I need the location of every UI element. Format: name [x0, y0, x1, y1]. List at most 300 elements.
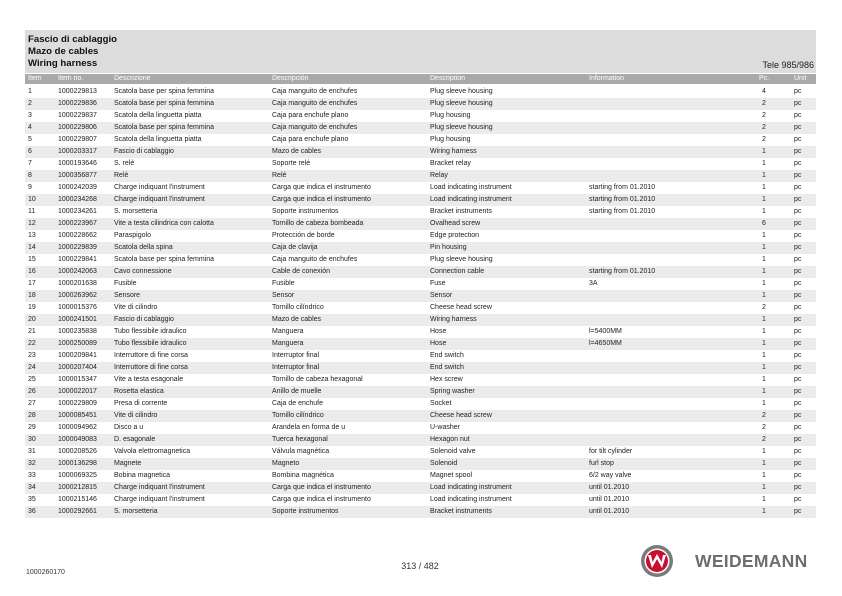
cell-description-it: Valvola elettromagnetica — [114, 448, 191, 455]
cell-pc: 1 — [762, 160, 766, 167]
cell-description-es: Tornillo cilíndrico — [272, 412, 324, 419]
cell-item-no: 1000215146 — [58, 496, 97, 503]
cell-description-es: Manguera — [272, 328, 304, 335]
cell-description-es: Caja de clavija — [272, 244, 318, 251]
cell-information: until 01.2010 — [589, 496, 630, 503]
cell-item: 24 — [28, 364, 36, 371]
cell-description-es: Caja para enchufe plano — [272, 136, 349, 143]
cell-item: 15 — [28, 256, 36, 263]
table-row — [25, 182, 816, 194]
cell-description-es: Válvula magnética — [272, 448, 330, 455]
cell-item-no: 1000292661 — [58, 508, 97, 515]
title-spanish: Mazo de cables — [28, 46, 99, 57]
cell-item-no: 1000208526 — [58, 448, 97, 455]
cell-item: 33 — [28, 472, 36, 479]
table-row — [25, 506, 816, 518]
cell-pc: 2 — [762, 436, 766, 443]
cell-unit: pc — [794, 196, 802, 203]
cell-unit: pc — [794, 208, 802, 215]
cell-unit: pc — [794, 424, 802, 431]
cell-unit: pc — [794, 508, 802, 515]
cell-item: 12 — [28, 220, 36, 227]
table-row — [25, 110, 816, 122]
cell-item-no: 1000193646 — [58, 160, 97, 167]
cell-description-it: Vite a testa esagonale — [114, 376, 184, 383]
cell-pc: 1 — [762, 244, 766, 251]
cell-description-it: Tubo flessibile idraulico — [114, 340, 187, 347]
cell-item-no: 1000229813 — [58, 88, 97, 95]
column-pc: Pc. — [758, 75, 770, 82]
cell-description-es: Fusible — [272, 280, 295, 287]
cell-description-en: Load indicating instrument — [430, 496, 512, 503]
cell-description-en: Plug housing — [430, 136, 471, 143]
table-row — [25, 302, 816, 314]
cell-description-es: Tornillo de cabeza hexagonal — [272, 376, 363, 383]
table-row — [25, 458, 816, 470]
cell-description-en: Connection cable — [430, 268, 485, 275]
cell-description-it: Charge indiquant l'instrument — [114, 496, 205, 503]
title-english: Wiring harness — [28, 58, 98, 69]
cell-item-no: 1000022017 — [58, 388, 97, 395]
cell-description-it: D. esagonale — [114, 436, 156, 443]
cell-description-en: Ovalhead screw — [430, 220, 481, 227]
table-row — [25, 170, 816, 182]
machine-model: Tele 985/986 — [762, 60, 814, 70]
cell-item: 20 — [28, 316, 36, 323]
cell-description-en: Cheese head screw — [430, 412, 492, 419]
cell-description-es: Arandela en forma de u — [272, 424, 346, 431]
cell-unit: pc — [794, 232, 802, 239]
cell-unit: pc — [794, 244, 802, 251]
cell-item: 11 — [28, 208, 36, 215]
cell-item: 8 — [28, 172, 32, 179]
cell-pc: 1 — [762, 184, 766, 191]
cell-unit: pc — [794, 160, 802, 167]
table-row — [25, 374, 816, 386]
cell-description-en: Plug sleeve housing — [430, 124, 493, 131]
cell-description-it: Rosetta elastica — [114, 388, 164, 395]
cell-item: 31 — [28, 448, 36, 455]
cell-description-en: End switch — [430, 364, 464, 371]
cell-description-it: Charge indiquant l'instrument — [114, 196, 205, 203]
table-row — [25, 434, 816, 446]
cell-information: until 01.2010 — [589, 508, 630, 515]
cell-description-es: Interruptor final — [272, 352, 320, 359]
cell-pc: 1 — [762, 376, 766, 383]
cell-description-en: Sensor — [430, 292, 453, 299]
cell-pc: 1 — [762, 484, 766, 491]
cell-item: 14 — [28, 244, 36, 251]
column-description-en: Description — [430, 75, 466, 82]
cell-item: 10 — [28, 196, 36, 203]
cell-item-no: 1000223967 — [58, 220, 97, 227]
cell-item-no: 1000229836 — [58, 100, 97, 107]
cell-description-es: Tornillo cilíndrico — [272, 304, 324, 311]
cell-item-no: 1000228662 — [58, 232, 97, 239]
table-row — [25, 326, 816, 338]
cell-item-no: 1000069325 — [58, 472, 97, 479]
cell-pc: 1 — [762, 508, 766, 515]
cell-description-it: Scatola base per spina femmina — [114, 256, 214, 263]
cell-description-it: Sensore — [114, 292, 141, 299]
cell-pc: 1 — [762, 196, 766, 203]
cell-description-es: Carga que indica el instrumento — [272, 484, 371, 491]
cell-item-no: 1000201638 — [58, 280, 97, 287]
table-row — [25, 446, 816, 458]
cell-pc: 1 — [762, 256, 766, 263]
cell-item: 36 — [28, 508, 36, 515]
cell-item: 27 — [28, 400, 36, 407]
brand-name: WEIDEMANN — [695, 551, 808, 571]
cell-description-en: Plug housing — [430, 112, 471, 119]
cell-unit: pc — [794, 328, 802, 335]
document-code: 1000260170 — [26, 569, 65, 576]
cell-description-es: Caja para enchufe plano — [272, 112, 349, 119]
table-row — [25, 98, 816, 110]
title-italian: Fascio di cablaggio — [28, 34, 118, 45]
cell-unit: pc — [794, 340, 802, 347]
table-row — [25, 146, 816, 158]
cell-description-it: Fusible — [114, 280, 137, 287]
cell-item: 23 — [28, 352, 36, 359]
cell-unit: pc — [794, 88, 802, 95]
cell-description-es: Carga que indica el instrumento — [272, 196, 371, 203]
cell-item-no: 1000209841 — [58, 352, 97, 359]
cell-unit: pc — [794, 460, 802, 467]
cell-unit: pc — [794, 448, 802, 455]
cell-pc: 1 — [762, 172, 766, 179]
table-row — [25, 86, 816, 98]
cell-description-it: Vite di cilindro — [114, 412, 158, 419]
cell-item-no: 1000234261 — [58, 208, 97, 215]
cell-pc: 1 — [762, 460, 766, 467]
cell-description-it: Scatola base per spina femmina — [114, 88, 214, 95]
weidemann-logo-icon — [640, 544, 674, 578]
cell-description-it: Tubo flessibile idraulico — [114, 328, 187, 335]
cell-description-en: Load indicating instrument — [430, 196, 512, 203]
column-header-row — [25, 74, 816, 84]
table-row — [25, 494, 816, 506]
cell-pc: 1 — [762, 472, 766, 479]
cell-item-no: 1000229807 — [58, 136, 97, 143]
cell-description-es: Caja de enchufe — [272, 400, 323, 407]
cell-description-es: Caja manguito de enchufes — [272, 100, 358, 107]
cell-unit: pc — [794, 304, 802, 311]
cell-description-es: Sensor — [272, 292, 295, 299]
table-row — [25, 350, 816, 362]
cell-description-es: Caja manguito de enchufes — [272, 256, 358, 263]
table-row — [25, 218, 816, 230]
cell-item-no: 1000207404 — [58, 364, 97, 371]
column-information: Information — [589, 75, 625, 82]
cell-description-es: Soporte instrumentos — [272, 208, 339, 215]
cell-item: 16 — [28, 268, 36, 275]
table-row — [25, 422, 816, 434]
cell-unit: pc — [794, 352, 802, 359]
cell-item-no: 1000250089 — [58, 340, 97, 347]
cell-description-it: Scatola base per spina femmina — [114, 124, 214, 131]
cell-unit: pc — [794, 388, 802, 395]
cell-description-it: Fascio di cablaggio — [114, 316, 174, 323]
cell-pc: 1 — [762, 340, 766, 347]
cell-unit: pc — [794, 376, 802, 383]
cell-pc: 2 — [762, 424, 766, 431]
table-row — [25, 482, 816, 494]
cell-item-no: 1000229809 — [58, 400, 97, 407]
table-row — [25, 122, 816, 134]
parts-table — [25, 86, 816, 518]
page-number: 313 / 482 — [401, 561, 439, 571]
table-row — [25, 338, 816, 350]
cell-item-no: 1000212815 — [58, 484, 97, 491]
cell-information: l=5400MM — [589, 328, 622, 335]
cell-pc: 1 — [762, 328, 766, 335]
cell-description-it: S. relè — [114, 160, 135, 167]
cell-description-it: Vite di cilindro — [114, 304, 158, 311]
cell-pc: 1 — [762, 232, 766, 239]
cell-unit: pc — [794, 100, 802, 107]
cell-item: 13 — [28, 232, 36, 239]
cell-unit: pc — [794, 496, 802, 503]
cell-item-no: 1000229841 — [58, 256, 97, 263]
table-row — [25, 206, 816, 218]
cell-item: 28 — [28, 412, 36, 419]
cell-item-no: 1000049083 — [58, 436, 97, 443]
cell-description-it: Scatola della linguetta piatta — [114, 112, 202, 119]
cell-description-it: Interruttore di fine corsa — [114, 364, 188, 371]
cell-description-it: Bobina magnetica — [114, 472, 171, 479]
cell-pc: 1 — [762, 400, 766, 407]
cell-information: 3A — [589, 280, 598, 287]
cell-description-en: Load indicating instrument — [430, 184, 512, 191]
cell-pc: 1 — [762, 280, 766, 287]
cell-description-en: Cheese head screw — [430, 304, 492, 311]
cell-pc: 1 — [762, 208, 766, 215]
cell-information: furl stop — [589, 460, 614, 467]
cell-item: 2 — [28, 100, 32, 107]
cell-pc: 1 — [762, 364, 766, 371]
table-row — [25, 230, 816, 242]
cell-unit: pc — [794, 256, 802, 263]
cell-description-it: Charge indiquant l'instrument — [114, 184, 205, 191]
cell-description-it: Disco a u — [114, 424, 144, 431]
cell-description-en: Wiring harness — [430, 316, 477, 323]
cell-description-es: Magneto — [272, 460, 300, 467]
cell-description-en: Hex screw — [430, 376, 463, 383]
cell-description-en: Hose — [430, 328, 447, 335]
cell-unit: pc — [794, 412, 802, 419]
cell-unit: pc — [794, 112, 802, 119]
cell-description-it: Paraspigolo — [114, 232, 151, 239]
cell-description-en: Plug sleeve housing — [430, 88, 493, 95]
cell-unit: pc — [794, 472, 802, 479]
cell-item: 5 — [28, 136, 32, 143]
cell-description-en: Solenoid valve — [430, 448, 476, 455]
cell-unit: pc — [794, 400, 802, 407]
cell-information: starting from 01.2010 — [589, 208, 656, 215]
cell-description-en: Bracket instruments — [430, 508, 492, 515]
cell-pc: 1 — [762, 496, 766, 503]
cell-description-en: Relay — [430, 172, 448, 179]
header-block — [25, 30, 816, 73]
cell-unit: pc — [794, 268, 802, 275]
cell-item: 1 — [28, 88, 32, 95]
cell-unit: pc — [794, 172, 802, 179]
cell-item: 17 — [28, 280, 36, 287]
cell-description-en: Fuse — [430, 280, 446, 287]
cell-description-en: Plug sleeve housing — [430, 100, 493, 107]
cell-description-es: Tornillo de cabeza bombeada — [272, 220, 364, 227]
cell-pc: 1 — [762, 268, 766, 275]
cell-pc: 1 — [762, 352, 766, 359]
table-row — [25, 242, 816, 254]
cell-information: for tilt cylinder — [589, 448, 633, 455]
cell-unit: pc — [794, 124, 802, 131]
cell-item-no: 1000203317 — [58, 148, 97, 155]
cell-item: 29 — [28, 424, 36, 431]
cell-description-es: Caja manguito de enchufes — [272, 124, 358, 131]
cell-pc: 1 — [762, 388, 766, 395]
cell-description-en: Load indicating instrument — [430, 484, 512, 491]
cell-item-no: 1000015347 — [58, 376, 97, 383]
cell-description-en: Socket — [430, 400, 452, 407]
column-description-es: Descripción — [272, 75, 309, 82]
cell-unit: pc — [794, 136, 802, 143]
cell-description-it: Interruttore di fine corsa — [114, 352, 188, 359]
cell-description-es: Manguera — [272, 340, 304, 347]
cell-description-en: Bracket instruments — [430, 208, 492, 215]
cell-unit: pc — [794, 364, 802, 371]
cell-description-it: Magnete — [114, 460, 142, 467]
cell-description-it: Charge indiquant l'instrument — [114, 484, 205, 491]
cell-description-es: Relé — [272, 172, 287, 179]
cell-item: 4 — [28, 124, 32, 131]
cell-description-it: Scatola base per spina femmina — [114, 100, 214, 107]
table-row — [25, 314, 816, 326]
cell-description-it: Scatola della spina — [114, 244, 173, 251]
cell-item-no: 1000356877 — [58, 172, 97, 179]
cell-pc: 2 — [762, 304, 766, 311]
cell-description-es: Mazo de cables — [272, 148, 322, 155]
column-item-no: Item no. — [58, 75, 84, 82]
cell-item: 34 — [28, 484, 36, 491]
cell-item-no: 1000015376 — [58, 304, 97, 311]
cell-pc: 2 — [762, 100, 766, 107]
cell-item-no: 1000242039 — [58, 184, 97, 191]
cell-item-no: 1000229839 — [58, 244, 97, 251]
cell-description-es: Caja manguito de enchufes — [272, 88, 358, 95]
cell-description-es: Protección de borde — [272, 232, 335, 239]
cell-unit: pc — [794, 316, 802, 323]
cell-description-es: Soporte relé — [272, 160, 311, 167]
cell-description-en: Hexagon nut — [430, 436, 470, 443]
cell-information: l=4650MM — [589, 340, 622, 347]
cell-description-en: Hose — [430, 340, 447, 347]
cell-description-it: Presa di corrente — [114, 400, 168, 407]
cell-information: starting from 01.2010 — [589, 184, 656, 191]
cell-unit: pc — [794, 280, 802, 287]
cell-item: 30 — [28, 436, 36, 443]
cell-description-en: Plug sleeve housing — [430, 256, 493, 263]
table-row — [25, 362, 816, 374]
cell-pc: 4 — [762, 88, 766, 95]
cell-unit: pc — [794, 292, 802, 299]
column-description-it: Descrizione — [114, 75, 151, 82]
cell-pc: 2 — [762, 412, 766, 419]
cell-unit: pc — [794, 184, 802, 191]
cell-information: starting from 01.2010 — [589, 268, 656, 275]
cell-pc: 1 — [762, 148, 766, 155]
cell-item: 22 — [28, 340, 36, 347]
cell-item: 25 — [28, 376, 36, 383]
cell-description-es: Soporte instrumentos — [272, 508, 339, 515]
table-row — [25, 134, 816, 146]
table-row — [25, 194, 816, 206]
cell-item: 18 — [28, 292, 36, 299]
cell-pc: 1 — [762, 316, 766, 323]
cell-pc: 2 — [762, 136, 766, 143]
cell-item-no: 1000234268 — [58, 196, 97, 203]
cell-description-es: Cable de conexión — [272, 268, 330, 275]
cell-description-en: Wiring harness — [430, 148, 477, 155]
cell-description-it: S. morsetteria — [114, 208, 158, 215]
cell-item: 35 — [28, 496, 36, 503]
cell-description-es: Carga que indica el instrumento — [272, 496, 371, 503]
column-item: Item — [28, 75, 42, 82]
cell-item: 9 — [28, 184, 32, 191]
cell-item-no: 1000094962 — [58, 424, 97, 431]
cell-pc: 1 — [762, 292, 766, 299]
cell-item-no: 1000136298 — [58, 460, 97, 467]
cell-description-en: Solenoid — [430, 460, 458, 467]
cell-unit: pc — [794, 484, 802, 491]
cell-pc: 1 — [762, 448, 766, 455]
cell-item: 7 — [28, 160, 32, 167]
table-row — [25, 410, 816, 422]
cell-item-no: 1000235838 — [58, 328, 97, 335]
cell-description-it: S. morsetteria — [114, 508, 158, 515]
cell-description-en: Bracket relay — [430, 160, 471, 167]
cell-item-no: 1000242063 — [58, 268, 97, 275]
cell-description-it: Cavo connessione — [114, 268, 172, 275]
cell-unit: pc — [794, 148, 802, 155]
cell-description-en: Spring washer — [430, 388, 475, 395]
cell-description-it: Relè — [114, 172, 129, 179]
cell-pc: 6 — [762, 220, 766, 227]
cell-information: 6/2 way valve — [589, 472, 632, 479]
cell-description-en: U-washer — [430, 424, 460, 431]
cell-description-en: Magnet spool — [430, 472, 473, 479]
table-row — [25, 290, 816, 302]
cell-information: starting from 01.2010 — [589, 196, 656, 203]
cell-information: until 01.2010 — [589, 484, 630, 491]
cell-pc: 2 — [762, 124, 766, 131]
cell-item: 6 — [28, 148, 32, 155]
cell-description-en: End switch — [430, 352, 464, 359]
cell-description-it: Vite a testa cilindrica con calotta — [114, 220, 214, 227]
table-row — [25, 158, 816, 170]
cell-pc: 2 — [762, 112, 766, 119]
table-row — [25, 386, 816, 398]
cell-item-no: 1000229806 — [58, 124, 97, 131]
cell-unit: pc — [794, 220, 802, 227]
table-row — [25, 278, 816, 290]
cell-item: 21 — [28, 328, 36, 335]
table-row — [25, 254, 816, 266]
table-row — [25, 266, 816, 278]
cell-item-no: 1000085451 — [58, 412, 97, 419]
cell-description-es: Anillo de muelle — [272, 388, 322, 395]
